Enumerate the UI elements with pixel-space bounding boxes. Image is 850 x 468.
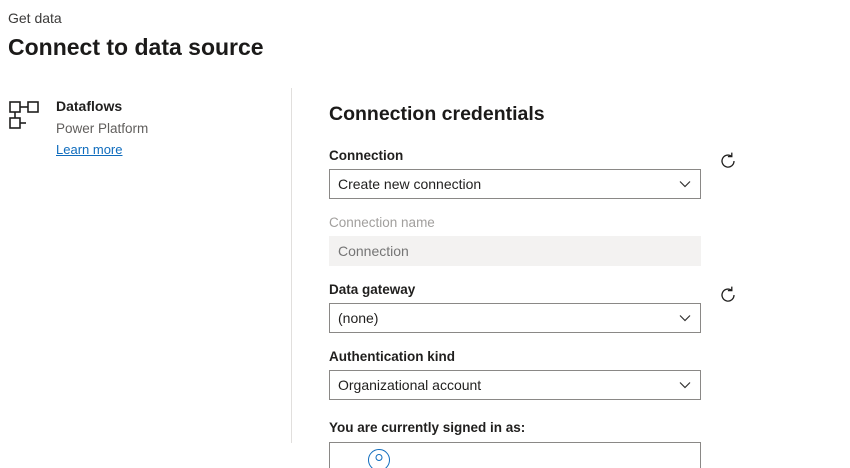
connection-name-field [329,213,749,266]
data-source-name: Dataflows [56,98,123,114]
refresh-connections-button[interactable] [715,148,741,174]
data-source-item-dataflows[interactable] [0,92,283,157]
page-title: Connect to data source [8,34,264,60]
authentication-kind-field [329,347,749,400]
authentication-kind-value: Organizational account [338,377,482,393]
data-gateway-field [329,280,749,333]
connection-value: Create new connection [338,176,482,192]
data-gateway-dropdown[interactable] [329,303,701,333]
vertical-divider [291,88,292,443]
connection-name-input[interactable] [329,236,701,266]
chevron-down-icon [678,371,692,399]
chevron-down-icon [678,304,692,332]
chevron-down-icon [678,170,692,198]
dataflows-icon [6,96,44,134]
data-source-subtitle: Power Platform [56,121,149,136]
signed-in-account-box [329,442,701,468]
connection-field [329,146,749,199]
learn-more-link[interactable]: Learn more [56,142,123,157]
section-title: Connection credentials [329,103,545,125]
data-source-panel [0,88,291,443]
data-gateway-value: (none) [338,310,379,326]
authentication-kind-dropdown[interactable] [329,370,701,400]
data-gateway-label: Data gateway [329,282,416,297]
account-avatar-icon [368,449,390,468]
authentication-kind-label: Authentication kind [329,349,455,364]
connection-credentials-panel [329,100,749,468]
connection-label: Connection [329,148,404,163]
connection-dropdown[interactable] [329,169,701,199]
signed-in-as-label: You are currently signed in as: [329,420,526,435]
refresh-gateways-button[interactable] [715,282,741,308]
breadcrumb: Get data [8,10,62,26]
connection-name-label: Connection name [329,215,435,230]
